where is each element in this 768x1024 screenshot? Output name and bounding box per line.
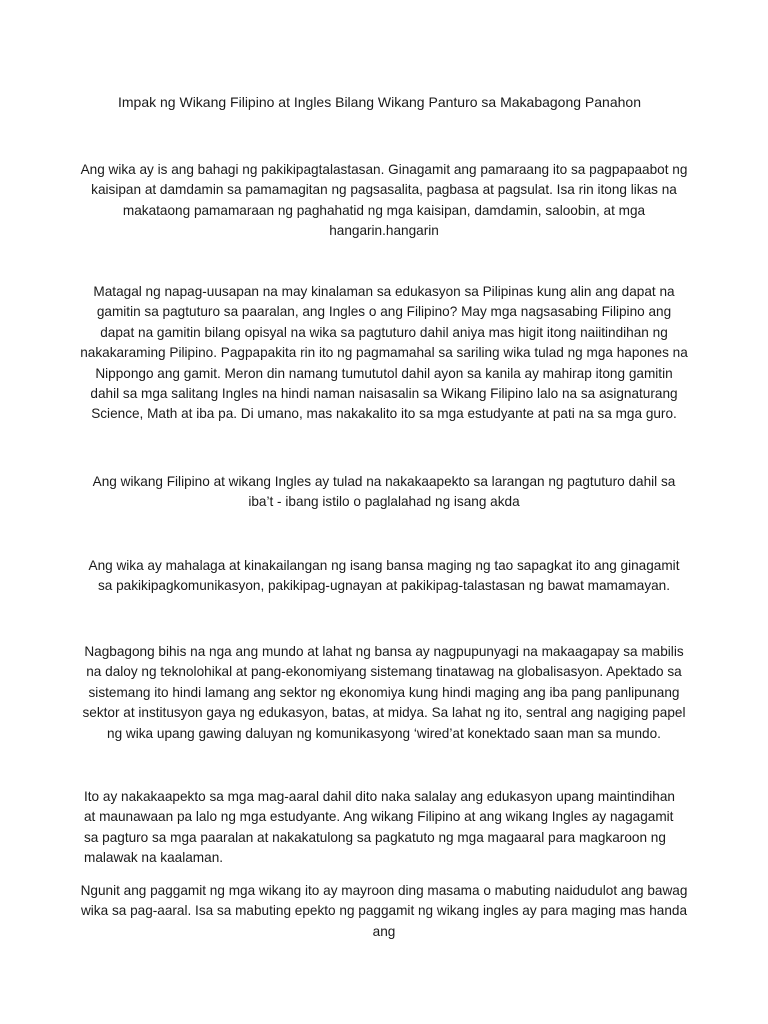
document-title: Impak ng Wikang Filipino at Ingles Bilang Wikang Panturo sa Makabagong Panahon [118, 94, 641, 110]
paragraph-globalisasyon: Nagbagong bihis na nga ang mundo at lahat ng bansa ay nagpupunyagi na makaagapay sa mabilis na daloy ng teknolohikal at pang-ekonomiyang sistemang tinatawag na globalisasyon. Apektado sa sistemang ito hindi lamang ang sektor ng ekonomiya kung hindi maging ang iba pang panlipunang sektor at institusyon gaya ng edukasyon, batas, at midya. Sa lahat ng ito, sentral ang nagiging papel ng wika upang gawing daluyan ng komunikasyong ‘wired’at konektado saan man sa mundo. [82, 644, 686, 741]
paragraph-wika-definition: Ang wika ay is ang bahagi ng pakikipagtalastasan. Ginagamit ang pamaraang ito sa pagpapaabot ng kaisipan at damdamin sa pamamagitan ng pagsasalita, pagbasa at pagsulat. Isa rin itong likas na makataong pamamaraan ng paghahatid ng mga kaisipan, damdamin, saloobin, at mga hangarin.hangarin [80, 162, 688, 239]
paragraph-pagtuturo-epekto: Ang wikang Filipino at wikang Ingles ay tulad na nakakaapekto sa larangan ng pagtuturo dahil sa iba’t - ibang istilo o paglalahad ng isang akda [92, 474, 676, 510]
paragraph-wika-mahalaga: Ang wika ay mahalaga at kinakailangan ng isang bansa maging ng tao sapagkat ito ang ginagamit sa pakikipagkomunikasyon, pakikipag-ugnayan at pakikipag-talastasan ng bawat mamamayan. [88, 558, 680, 594]
paragraph-edukasyon-debate: Matagal ng napag-uusapan na may kinalaman sa edukasyon sa Pilipinas kung alin ang dapat na gamitin sa pagtuturo sa paaralan, ang Ingles o ang Filipino? May mga nagsasabing Filipino ang dapat na gamitin bilang opisyal na wika sa pagtuturo dahil aniya mas higit itong naiitindihan ng nakakaraming Pilipino. Pagpapakita rin ito ng pagmamahal sa sariling wika tulad ng mga hapones na Nippongo ang gamit. Meron din namang tumututol dahil ayon sa kanila ay mahirap itong gamitin dahil sa mga salitang Ingles na hindi naman naisasalin sa Wikang Filipino lalo na sa asignaturang Science, Math at iba pa. Di umano, mas nakakalito ito sa mga estudyante at pati na sa mga guro. [80, 284, 688, 422]
paragraph-mabuting-epekto: Ngunit ang paggamit ng mga wikang ito ay mayroon ding masama o mabuting naidudulot ang bawag wika sa pag-aaral. Isa sa mabuting epekto ng paggamit ng wikang ingles ay para maging mas handa ang [80, 883, 688, 939]
paragraph-mag-aaral: Ito ay nakakaapekto sa mga mag-aaral dahil dito naka salalay ang edukasyon upang maintindihan at maunawaan pa lalo ng mga estudyante. Ang wikang Filipino at ang wikang Ingles ay nagagamit sa pagturo sa mga paaralan at nakakatulong sa pagkatuto ng mga magaaral para magkaroon ng malawak na kaalaman. [84, 789, 675, 866]
